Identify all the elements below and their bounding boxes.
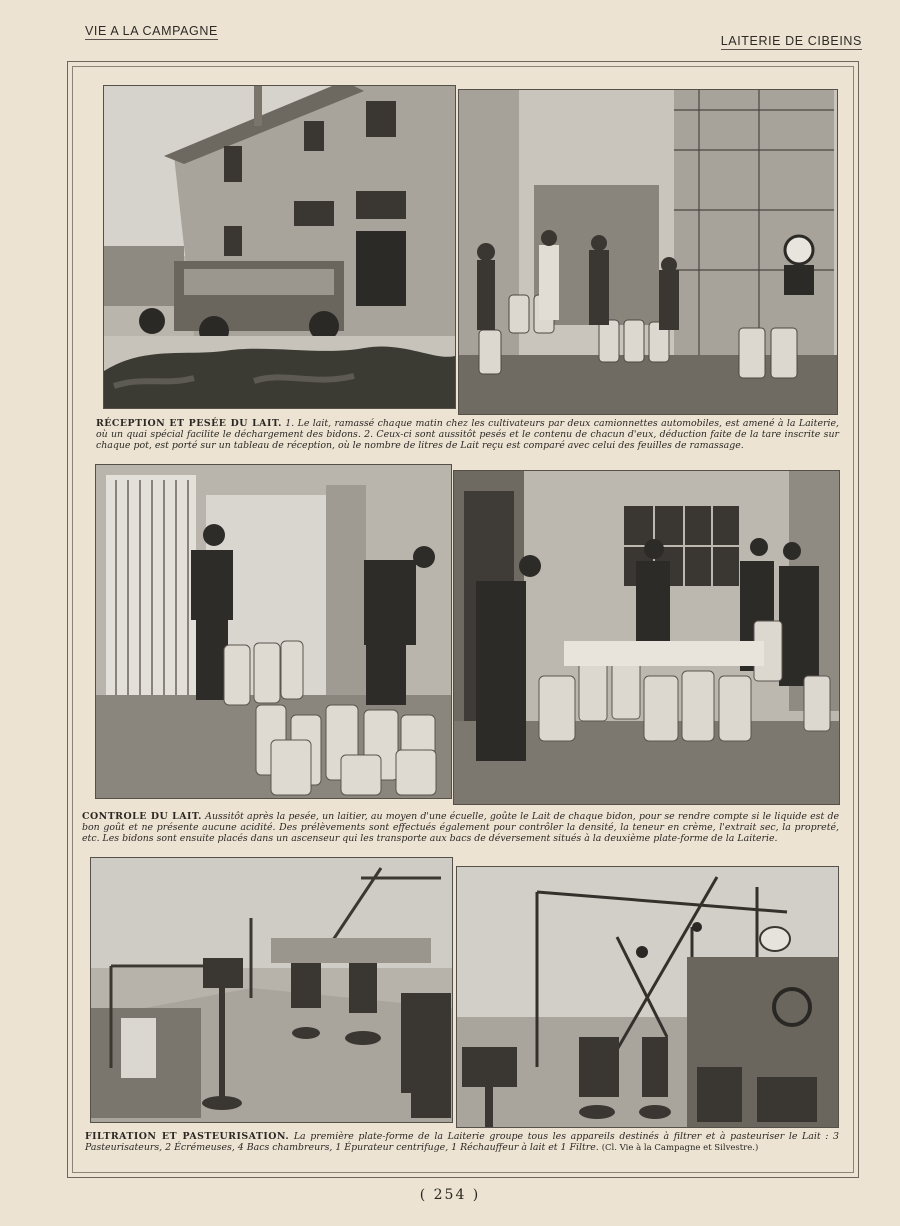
caption-reception-lead: RÉCEPTION ET PESÉE DU LAIT. — [96, 418, 282, 429]
page-number: ( 254 ) — [419, 1187, 481, 1203]
caption-controle-text: Aussitôt après la pesée, un laitier, au moyen d'une écuelle, goûte le Lait de chaque bidon, pour se rendre compte si le liquide est de bon goût et ne présente aucune acidité. Des prélèvements sont effectués également pour contrôler la densité, la teneur en crème, l'extrait sec, la propreté, etc. Les bidons sont ensuite placés dans un ascenseur qui les transporte aux bacs de déversement situés à la deuxième plate-forme de la Laiterie. — [82, 811, 840, 844]
caption-filtration-lead: FILTRATION ET PASTEURISATION. — [85, 1131, 290, 1142]
caption-reception-text: 1. Le lait, ramassé chaque matin chez les cultivateurs par deux camionnettes automobiles, est amené à la Laiterie, où un quai spécial facilite le déchargement des bidons. 2. Ceux-ci sont aussitôt pesés et le contenu de chacun d'eux, déduction faite de la tare inscrite sur chaque pot, est porté sur un tableau de réception, où le nombre de litres de Lait reçu est comparé avec celui des feuilles de ramassage. — [96, 418, 840, 451]
photo-cans-loading-room — [453, 470, 840, 805]
caption-filtration-text: La première plate-forme de la Laiterie groupe tous les appareils destinés à filtrer et à pasteuriser le Lait : 3 Pasteurisateurs, 2 Écrémeuses, 4 Bacs chambreurs, 1 Épurateur centrifuge, 1 Réchauffeur à lait et 1 Filtre. — [85, 1131, 839, 1153]
photo-filtration-platform-right — [456, 866, 839, 1128]
running-head-right: LAITERIE DE CIBEINS — [720, 34, 862, 48]
photo-filtration-platform-left — [90, 857, 453, 1123]
photo-credit: (Cl. Vie à la Campagne et Silvestre.) — [601, 1143, 759, 1153]
running-head-left: VIE A LA CAMPAGNE — [85, 24, 218, 38]
caption-filtration — [85, 1131, 839, 1154]
photo-dairy-building-trucks — [103, 85, 456, 409]
caption-reception — [96, 418, 839, 451]
photo-milk-tasting-elevator — [95, 464, 452, 799]
photo-weighing-milk-cans — [458, 89, 838, 415]
caption-controle — [82, 811, 839, 844]
caption-controle-lead: CONTROLE DU LAIT. — [82, 811, 202, 822]
